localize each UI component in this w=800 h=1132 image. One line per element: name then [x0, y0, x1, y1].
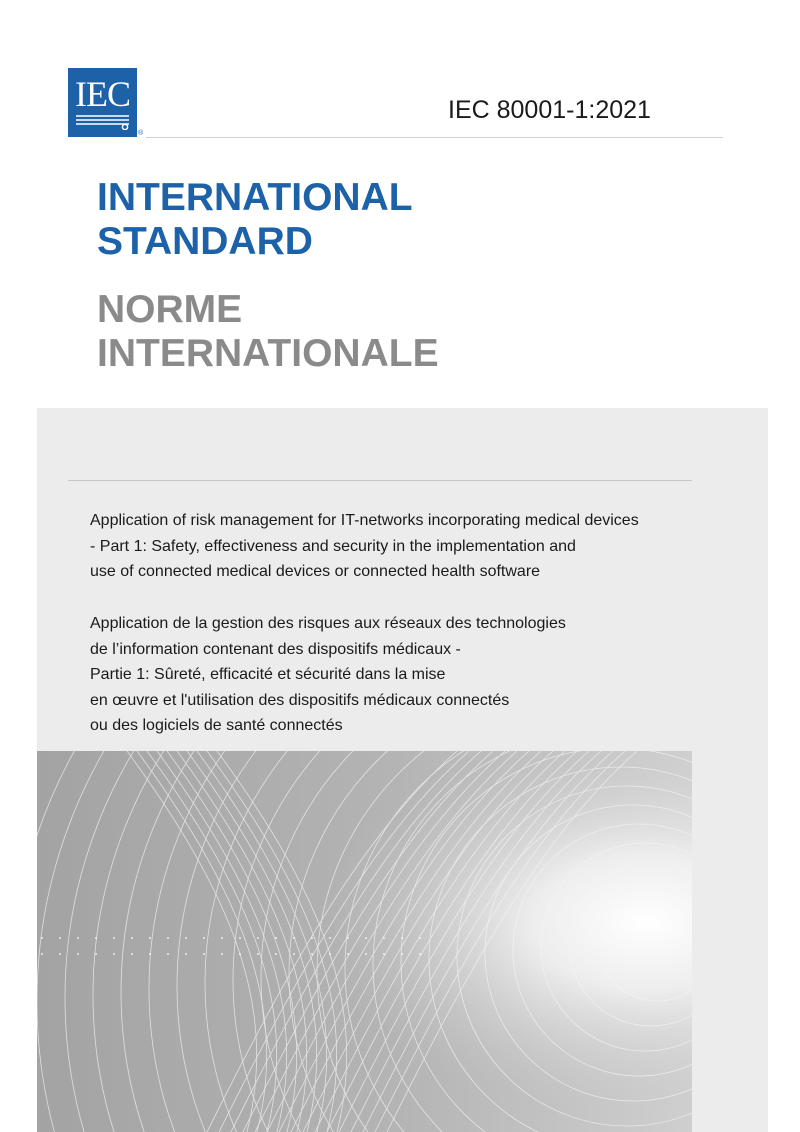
artwork-dot [185, 937, 187, 939]
artwork-dot [113, 937, 115, 939]
artwork-dot [419, 937, 421, 939]
artwork-dot [185, 953, 187, 955]
title-english [97, 176, 413, 264]
title-french-line: NORME [97, 288, 243, 331]
iec-logo [68, 68, 137, 137]
cover-artwork [37, 751, 692, 1132]
artwork-dot [275, 937, 277, 939]
artwork-dot [41, 953, 43, 955]
artwork-dot [275, 953, 277, 955]
artwork-dot [383, 937, 385, 939]
title-english-line: STANDARD [97, 220, 313, 263]
description-english [90, 508, 730, 585]
artwork-dot [221, 953, 223, 955]
artwork-dot [149, 953, 151, 955]
artwork-dot [365, 953, 367, 955]
artwork-dot [383, 953, 385, 955]
artwork-dot [329, 953, 331, 955]
description-french [90, 611, 730, 739]
artwork-dot [419, 953, 421, 955]
artwork-dot [77, 953, 79, 955]
artwork-dot [401, 953, 403, 955]
artwork-dot [59, 953, 61, 955]
artwork-dot [167, 937, 169, 939]
artwork-dot [293, 953, 295, 955]
artwork-dot [257, 953, 259, 955]
description-line: Partie 1: Sûreté, efficacité et sécurité dans la mise [90, 666, 446, 683]
title-english-line: INTERNATIONAL [97, 176, 413, 219]
header-divider [146, 137, 723, 138]
artwork-dot [347, 937, 349, 939]
artwork-dot [311, 953, 313, 955]
artwork-dot [401, 937, 403, 939]
artwork-dot [203, 953, 205, 955]
artwork-dot [113, 953, 115, 955]
description-line: - Part 1: Safety, effectiveness and security in the implementation and [90, 537, 576, 555]
title-french-line: INTERNATIONALE [97, 332, 439, 375]
artwork-dot [95, 937, 97, 939]
description-line: Application of risk management for IT-networks incorporating medical devices [90, 512, 639, 529]
panel-divider [68, 480, 692, 481]
registered-mark: ® [138, 130, 144, 137]
artwork-dot [95, 953, 97, 955]
artwork-dot [221, 937, 223, 939]
artwork-dot [167, 953, 169, 955]
description-line: Application de la gestion des risques aux réseaux des technologies [90, 615, 566, 632]
artwork-dot [365, 937, 367, 939]
title-french [97, 288, 439, 376]
artwork-dot [329, 937, 331, 939]
artwork-dot [59, 937, 61, 939]
description-line: ou des logiciels de santé connectés [90, 717, 343, 734]
iec-logo-lines-icon [76, 114, 129, 130]
artwork-dot [311, 937, 313, 939]
artwork-dot [131, 937, 133, 939]
artwork-dot [77, 937, 79, 939]
artwork-dot [293, 937, 295, 939]
artwork-dot [239, 937, 241, 939]
iec-logo-text: IEC [75, 74, 130, 114]
artwork-dot [149, 937, 151, 939]
artwork-dot [131, 953, 133, 955]
artwork-dot [203, 937, 205, 939]
artwork-dot [41, 937, 43, 939]
artwork-dot [347, 953, 349, 955]
document-id: IEC 80001-1:2021 [448, 96, 651, 124]
artwork-dot [239, 953, 241, 955]
description-line: use of connected medical devices or connected health software [90, 563, 541, 580]
artwork-dot [257, 937, 259, 939]
description-line: de l’information contenant des dispositifs médicaux - [90, 640, 461, 658]
description-line: en œuvre et l'utilisation des dispositifs médicaux connectés [90, 691, 510, 709]
